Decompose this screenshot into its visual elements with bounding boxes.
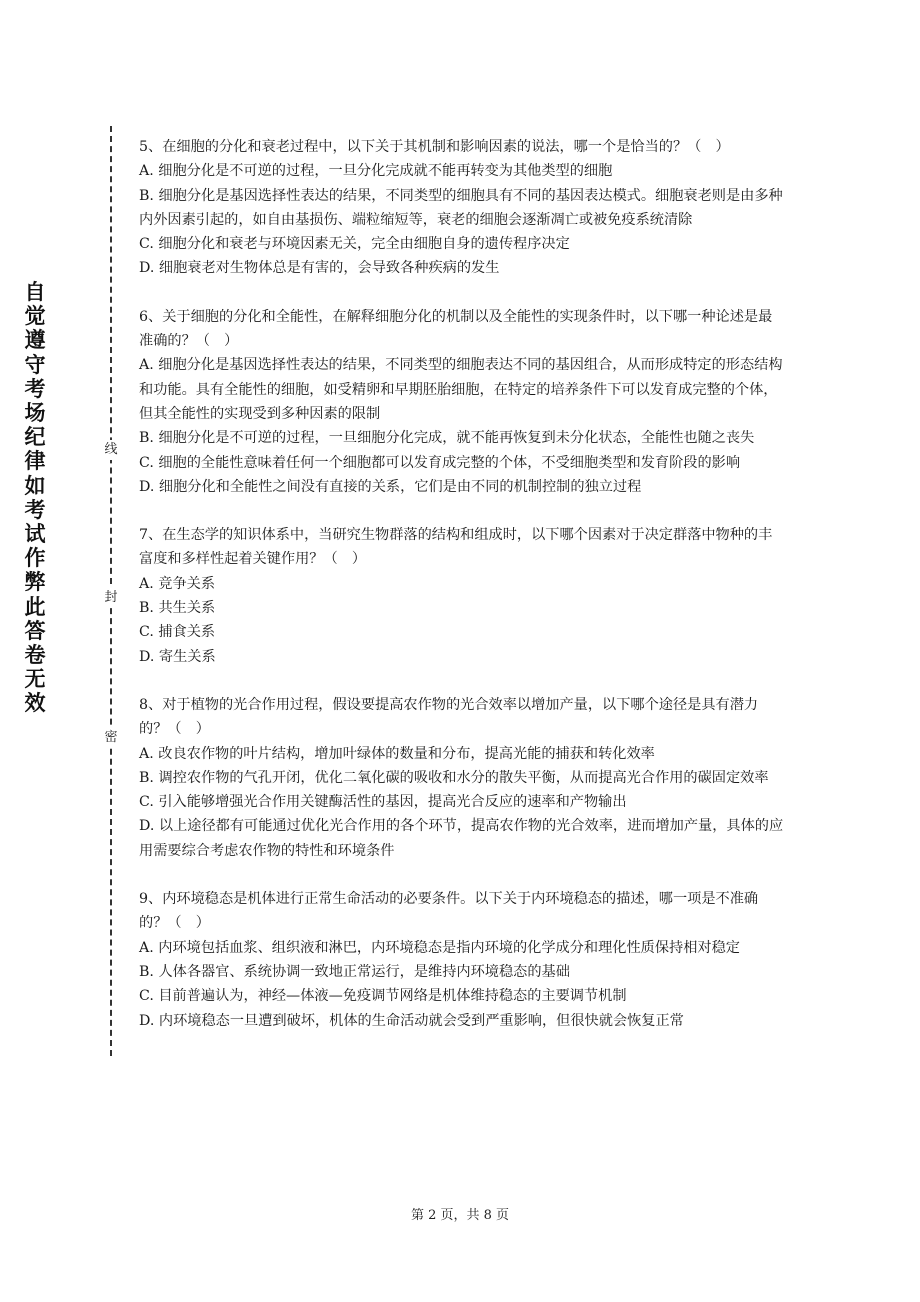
option-d: D. 以上途径都有可能通过优化光合作用的各个环节，提高农作物的光合效率，进而增加产量，具体的应用需要综合考虑农作物的特性和环境条件: [139, 818, 784, 859]
option-b: B. 调控农作物的气孔开闭，优化二氧化碳的吸收和水分的散失平衡，从而提高光合作用的碳固定效率: [139, 769, 769, 786]
option-a: A. 细胞分化是基因选择性表达的结果，不同类型的细胞表达不同的基因组合，从而形成特定的形态结构和功能。具有全能性的细胞，如受精卵和早期胚胎细胞，在特定的培养条件下可以发育成完整的个体，但其全能性的实现受到多种因素的限制: [139, 357, 783, 422]
option-b: B. 共生关系: [139, 600, 216, 617]
option-b: B. 人体各器官、系统协调一致地正常运行，是维持内环境稳态的基础: [139, 963, 570, 980]
option-d: D. 细胞分化和全能性之间没有直接的关系，它们是由不同的机制控制的独立过程: [139, 478, 642, 495]
option-b: B. 细胞分化是不可逆的过程，一旦细胞分化完成，就不能再恢复到未分化状态，全能性也随之丧失: [139, 430, 755, 447]
option-c: C. 细胞分化和衰老与环境因素无关，完全由细胞自身的遗传程序决定: [139, 236, 570, 253]
option-d: D. 寄生关系: [139, 648, 216, 665]
option-c: C. 引入能够增强光合作用关键酶活性的基因，提高光合反应的速率和产物输出: [139, 794, 627, 811]
question-6: [139, 305, 784, 499]
exam-discipline-note: 自觉遵守考场纪律如考试作弊此答卷无效: [24, 280, 46, 716]
option-a: A. 细胞分化是不可逆的过程，一旦分化完成就不能再转变为其他类型的细胞: [139, 163, 613, 180]
option-a: A. 内环境包括血浆、组织液和淋巴，内环境稳态是指内环境的化学成分和理化性质保持相对稳定: [139, 939, 740, 956]
question-stem: 7、在生态学的知识体系中，当研究生物群落的结构和组成时，以下哪个因素对于决定群落中物种的丰富度和多样性起着关键作用？（ ）: [139, 527, 773, 568]
option-d: D. 内环境稳态一旦遭到破坏，机体的生命活动就会受到严重影响，但很快就会恢复正常: [139, 1012, 684, 1029]
binding-mark-secret: 密: [103, 728, 119, 748]
question-7: [139, 523, 784, 669]
binding-mark-line: 线: [103, 440, 119, 460]
option-c: C. 捕食关系: [139, 624, 216, 641]
question-8: [139, 693, 784, 863]
question-stem: 9、内环境稳态是机体进行正常生命活动的必要条件。以下关于内环境稳态的描述，哪一项是不准确的？（ ）: [139, 891, 759, 932]
question-9: [139, 887, 784, 1033]
question-stem: 8、对于植物的光合作用过程，假设要提高农作物的光合效率以增加产量，以下哪个途径是具有潜力的？（ ）: [139, 696, 759, 738]
option-d: D. 细胞衰老对生物体总是有害的，会导致各种疾病的发生: [139, 260, 500, 277]
question-list: [139, 135, 784, 1057]
option-a: A. 改良农作物的叶片结构，增加叶绿体的数量和分布，提高光能的捕获和转化效率: [139, 745, 655, 762]
question-stem: 5、在细胞的分化和衰老过程中，以下关于其机制和影响因素的说法，哪一个是恰当的？（ ）: [139, 139, 730, 155]
binding-mark-seal: 封: [103, 588, 119, 608]
question-5: [139, 135, 784, 281]
option-b: B. 细胞分化是基因选择性表达的结果，不同类型的细胞具有不同的基因表达模式。细胞衰老则是由多种内外因素引起的，如自由基损伤、端粒缩短等，衰老的细胞会逐渐凋亡或被免疫系统清除: [139, 187, 783, 228]
option-a: A. 竞争关系: [139, 575, 216, 592]
question-stem: 6、关于细胞的分化和全能性，在解释细胞分化的机制以及全能性的实现条件时，以下哪一种论述是最准确的？（ ）: [139, 308, 773, 350]
page-number: 第 2 页，共 8 页: [410, 1208, 510, 1223]
option-c: C. 目前普遍认为，神经—体液—免疫调节网络是机体维持稳态的主要调节机制: [139, 988, 627, 1005]
option-c: C. 细胞的全能性意味着任何一个细胞都可以发育成完整的个体，不受细胞类型和发育阶段的影响: [139, 454, 741, 471]
